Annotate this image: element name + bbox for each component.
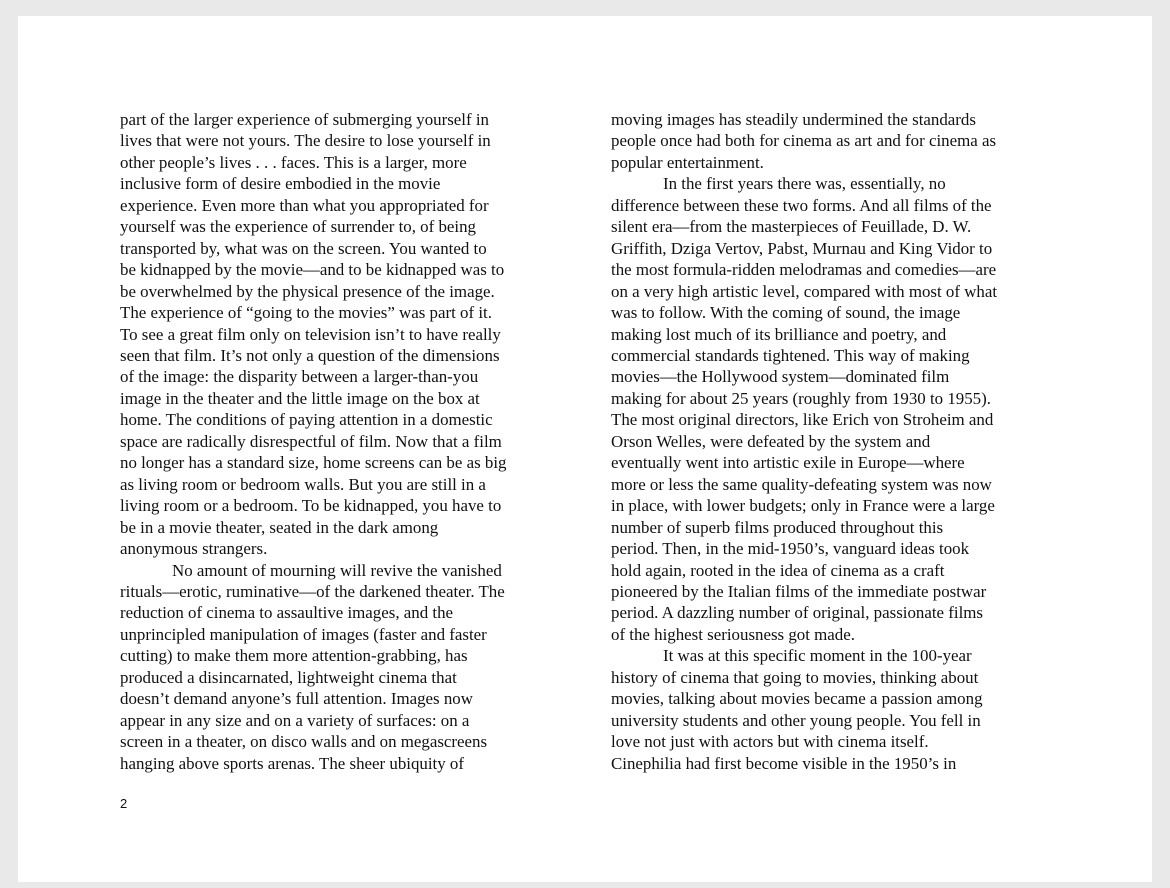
text-line: anonymous strangers. [120,539,268,559]
text-line: The most original directors, like Erich von Stroheim and [611,410,994,430]
text-line: rituals—erotic, ruminative—of the darkened theater. The [120,581,505,601]
text-line: hold again, rooted in the idea of cinema as a craft [611,560,945,580]
text-line: as living room or bedroom walls. But you are still in a [120,474,486,494]
text-line: yourself was the experience of surrender to, of being [120,217,476,237]
text-line: living room or a bedroom. To be kidnapped, you have to [120,496,502,516]
text-line: love not just with actors but with cinema itself. [611,732,929,752]
text-line: doesn’t demand anyone’s full attention. Images now [120,689,473,709]
text-line: eventually went into artistic exile in Europe—where [611,453,965,473]
text-line: Cinephilia had first become visible in the 1950’s in [611,753,957,773]
text-line: It was at this specific moment in the 100-year [663,646,972,666]
text-line: Orson Welles, were defeated by the system and [611,431,931,451]
text-line: transported by, what was on the screen. You wanted to [120,238,487,258]
text-line: commercial standards tightened. This way of making [611,345,970,365]
text-line: be in a movie theater, seated in the dark among [120,517,439,537]
text-line: movies, talking about movies became a passion among [611,689,983,709]
text-line: screen in a theater, on disco walls and on megascreens [120,732,488,752]
text-line: making lost much of its brilliance and poetry, and [611,324,947,344]
text-line: making for about 25 years (roughly from 1930 to 1955). [611,388,991,408]
text-line: space are radically disrespectful of film. Now that a film [120,431,502,451]
left-text-column [120,109,560,774]
text-line: of the highest seriousness got made. [611,624,855,644]
text-line: inclusive form of desire embodied in the movie [120,174,441,194]
text-line: more or less the same quality-defeating system was now [611,474,992,494]
text-line: university students and other young people. You fell in [611,710,981,730]
text-line: people once had both for cinema as art and for cinema as [611,131,997,151]
text-line: in place, with lower budgets; only in France were a large [611,496,995,516]
text-line: silent era—from the masterpieces of Feuillade, D. W. [611,217,972,237]
text-line: part of the larger experience of submerging yourself in [120,110,489,129]
text-line: To see a great film only on television isn’t to have really [120,324,501,344]
text-line: reduction of cinema to assaultive images, and the [120,603,454,623]
text-line: difference between these two forms. And all films of the [611,195,992,215]
text-line: number of superb films produced throughout this [611,517,944,537]
text-line: Griffith, Dziga Vertov, Pabst, Murnau and King Vidor to [611,238,993,258]
text-line: the most formula-ridden melodramas and comedies—are [611,260,997,280]
text-line: lives that were not yours. The desire to lose yourself in [120,131,491,151]
text-line: no longer has a standard size, home screens can be as big [120,453,507,473]
text-line: No amount of mourning will revive the vanished [172,560,502,580]
text-line: of the image: the disparity between a larger-than-you [120,367,479,387]
right-text-column [611,109,1051,774]
text-line: history of cinema that going to movies, thinking about [611,667,979,687]
text-line: The experience of “going to the movies” was part of it. [120,303,492,323]
text-line: image in the theater and the little image on the box at [120,388,480,408]
text-line: moving images has steadily undermined the standards [611,110,976,129]
text-line: In the first years there was, essentially, no [663,174,946,194]
text-line: be overwhelmed by the physical presence of the image. [120,281,495,301]
text-line: on a very high artistic level, compared with most of what [611,281,998,301]
text-line: hanging above sports arenas. The sheer ubiquity of [120,753,464,773]
page-number: 2 [120,796,128,811]
text-line: seen that film. It’s not only a question of the dimensions [120,345,500,365]
text-line: produced a disincarnated, lightweight cinema that [120,667,457,687]
text-line: cutting) to make them more attention-grabbing, has [120,646,468,666]
text-line: period. Then, in the mid-1950’s, vanguard ideas took [611,539,970,559]
text-line: home. The conditions of paying attention in a domestic [120,410,493,430]
text-line: pioneered by the Italian films of the immediate postwar [611,581,987,601]
text-line: movies—the Hollywood system—dominated film [611,367,950,387]
text-line: appear in any size and on a variety of surfaces: on a [120,710,470,730]
text-line: other people’s lives . . . faces. This is a larger, more [120,152,467,172]
document-page [18,16,1152,882]
text-line: be kidnapped by the movie—and to be kidnapped was to [120,260,505,280]
text-line: was to follow. With the coming of sound, the image [611,303,961,323]
text-line: experience. Even more than what you appropriated for [120,195,489,215]
text-line: popular entertainment. [611,152,764,172]
text-line: period. A dazzling number of original, passionate films [611,603,983,623]
text-line: unprincipled manipulation of images (faster and faster [120,624,487,644]
